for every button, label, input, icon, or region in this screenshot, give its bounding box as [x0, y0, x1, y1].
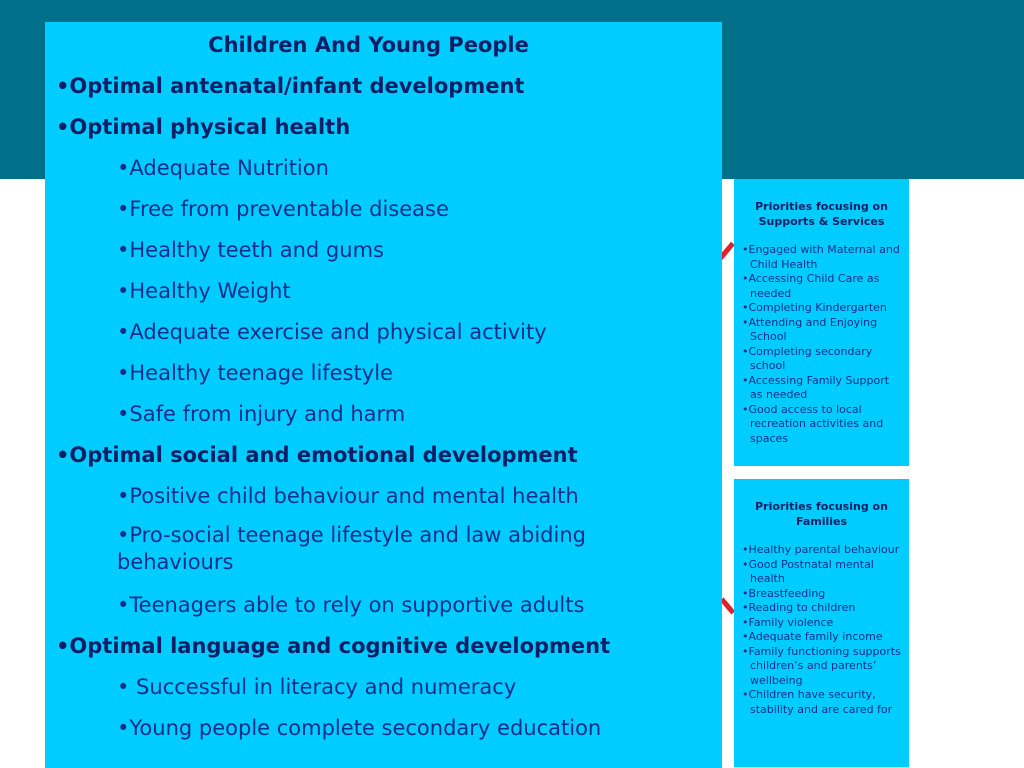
connector-line-bottom: [720, 597, 735, 614]
outcome-subitem: •Safe from injury and harm: [117, 402, 406, 426]
list-item: •Family functioning supports children’s and parents’ wellbeing: [742, 644, 901, 687]
outcome-subitem: •Adequate exercise and physical activity: [117, 320, 547, 344]
outcome-subitem: •Healthy Weight: [117, 279, 291, 303]
list-item: •Family violence: [742, 615, 834, 629]
list-item: •Accessing Child Care as needed: [742, 272, 880, 300]
outcome-heading: •Optimal social and emotional development: [56, 443, 578, 467]
outcome-heading: •Optimal language and cognitive development: [56, 634, 611, 658]
list-item: •Attending and Enjoying School: [742, 315, 878, 343]
children-young-people-panel: [45, 22, 722, 768]
list-item: •Breastfeeding: [742, 586, 826, 600]
outcome-heading: •Optimal antenatal/infant development: [56, 74, 525, 98]
list-item: •Healthy parental behaviour: [742, 543, 900, 556]
supports-list: [740, 243, 903, 446]
list-item: •Adequate family income: [742, 630, 883, 643]
panel-title: Children And Young People: [208, 33, 529, 57]
list-item: •Children have security, stability and are cared for: [742, 688, 893, 716]
families-list: [740, 543, 903, 717]
list-item: •Reading to children: [742, 601, 856, 614]
outcome-subitem: •Healthy teeth and gums: [117, 238, 384, 262]
list-item: •Good access to local recreation activities and spaces: [742, 402, 884, 445]
list-item: •Good Postnatal mental health: [742, 557, 874, 585]
supports-services-box: [734, 179, 909, 466]
outcome-subitem: •Healthy teenage lifestyle: [117, 361, 393, 385]
outcome-heading: •Optimal physical health: [56, 115, 351, 139]
outcome-subitem: •Pro-social teenage lifestyle and law abiding behaviours: [117, 523, 586, 574]
families-box-title: Priorities focusing on Families: [755, 500, 888, 528]
outcome-subitem: • Successful in literacy and numeracy: [117, 675, 517, 699]
list-item: •Engaged with Maternal and Child Health: [742, 243, 900, 271]
outcome-subitem: •Young people complete secondary education: [117, 716, 602, 740]
families-box: [734, 479, 909, 767]
outcome-subitem: •Free from preventable disease: [117, 197, 449, 221]
list-item: •Completing Kindergarten: [742, 301, 887, 314]
list-item: •Completing secondary school: [742, 344, 873, 372]
list-item: •Accessing Family Support as needed: [742, 373, 890, 401]
outcome-subitem: •Teenagers able to rely on supportive adults: [117, 593, 585, 617]
outcome-subitem: •Adequate Nutrition: [117, 156, 329, 180]
outcome-subitem: •Positive child behaviour and mental health: [117, 484, 579, 508]
supports-box-title: Priorities focusing on Supports & Services: [755, 200, 888, 228]
